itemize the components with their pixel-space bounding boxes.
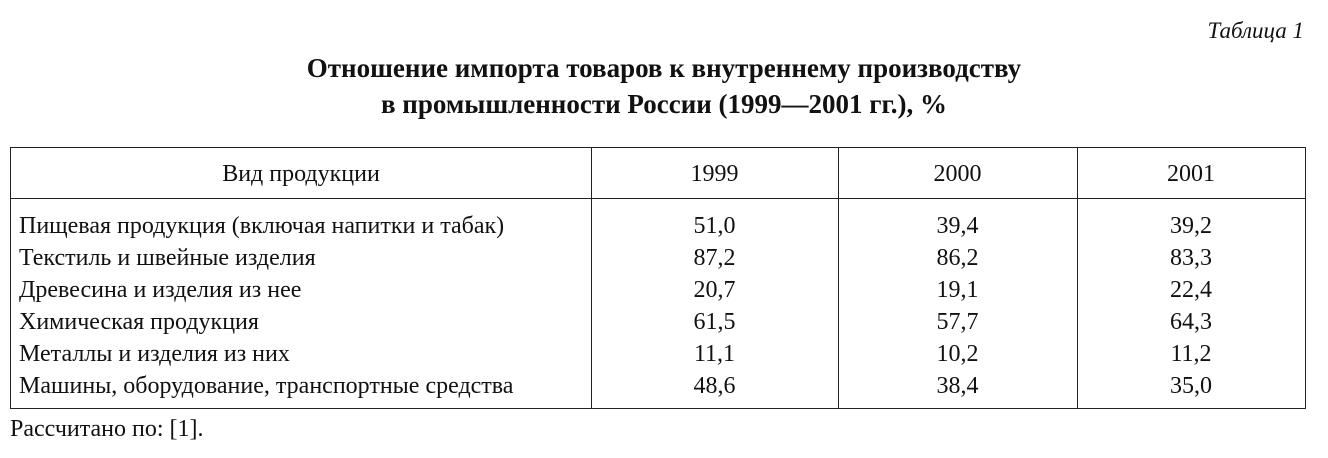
row-label: Металлы и изделия из них [19, 341, 290, 367]
value-2001: 35,0 [1170, 373, 1212, 399]
table-row [11, 210, 1305, 242]
value-1999: 87,2 [693, 245, 736, 271]
table-row [11, 370, 1305, 402]
value-2001: 64,3 [1170, 309, 1212, 335]
value-2001: 83,3 [1170, 245, 1212, 271]
table-row [11, 338, 1305, 370]
value-2000: 86,2 [936, 245, 979, 271]
value-1999: 51,0 [693, 213, 736, 239]
title-line-1: Отношение импорта товаров к внутреннему производству [306, 53, 1022, 83]
value-2000: 19,1 [936, 277, 979, 303]
value-1999: 48,6 [693, 373, 736, 399]
table-body [11, 210, 1305, 402]
value-2000: 38,4 [936, 373, 979, 399]
source-note: Рассчитано по: [1]. [10, 416, 204, 442]
title-line-2: в промышленности России (1999—2001 гг.), % [380, 89, 948, 119]
row-label: Машины, оборудование, транспортные средства [19, 373, 514, 399]
table-row [11, 306, 1305, 338]
value-1999: 11,1 [693, 341, 736, 367]
header-divider [11, 198, 1305, 199]
value-2001: 39,2 [1170, 213, 1212, 239]
row-label: Пищевая продукция (включая напитки и табак) [19, 213, 505, 239]
row-label: Химическая продукция [19, 309, 259, 335]
table-label: Таблица 1 [1207, 18, 1304, 43]
table-row [11, 274, 1305, 306]
header-year-2000: 2000 [933, 161, 982, 187]
value-2000: 10,2 [936, 341, 979, 367]
value-1999: 20,7 [693, 277, 736, 303]
table-row [11, 242, 1305, 274]
value-1999: 61,5 [693, 309, 736, 335]
value-2001: 11,2 [1170, 341, 1212, 367]
value-2000: 39,4 [936, 213, 979, 239]
row-label: Древесина и изделия из нее [19, 277, 302, 303]
value-2000: 57,7 [936, 309, 979, 335]
header-product-type: Вид продукции [222, 161, 380, 187]
header-year-1999: 1999 [690, 161, 739, 187]
table-title [0, 50, 1328, 122]
data-table [10, 147, 1306, 409]
header-year-2001: 2001 [1167, 161, 1215, 187]
value-2001: 22,4 [1170, 277, 1212, 303]
row-label: Текстиль и швейные изделия [19, 245, 316, 271]
